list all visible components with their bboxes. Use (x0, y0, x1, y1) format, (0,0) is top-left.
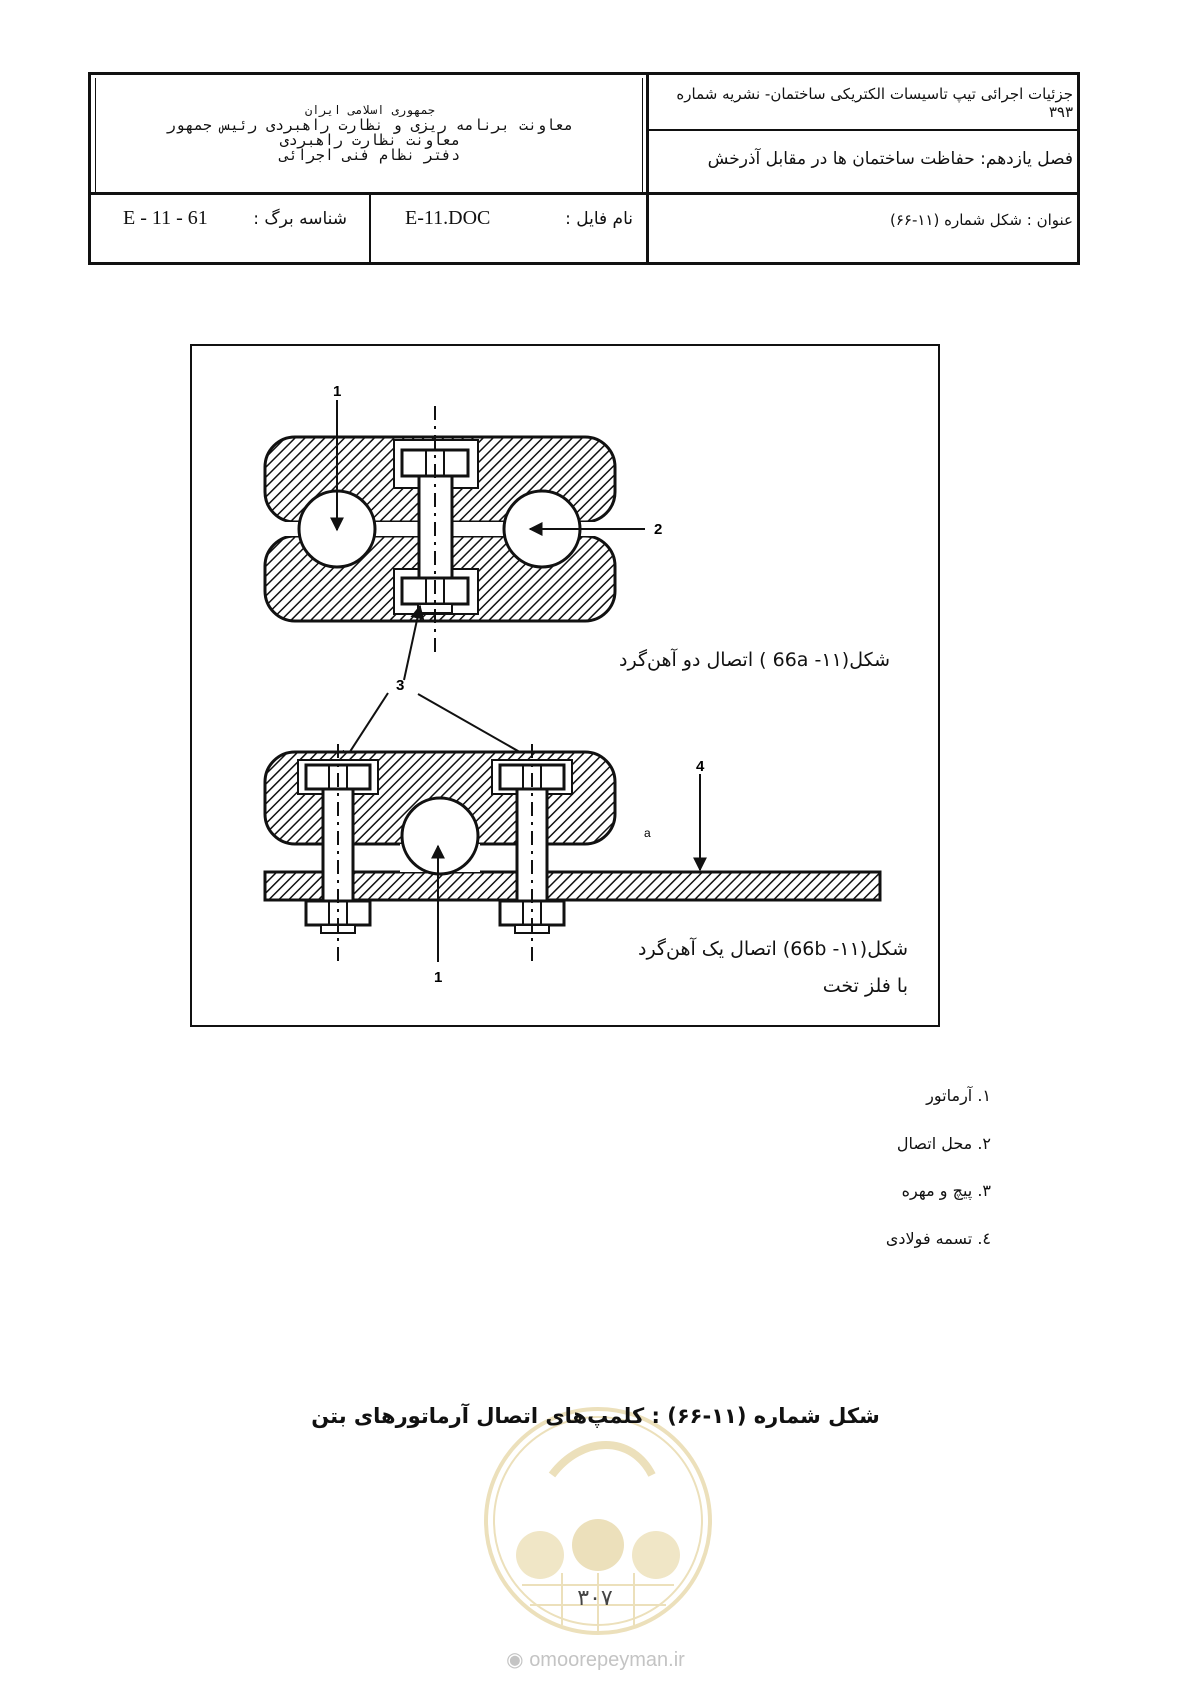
gear-icon (572, 1519, 624, 1571)
watermark (0, 1647, 1191, 1672)
org-line: جمهوری اسلامی ایران (304, 103, 436, 117)
watermark-text: omoorepeyman.ir (529, 1649, 685, 1671)
sheet-id-cell (99, 207, 365, 247)
gear-icon (516, 1531, 564, 1579)
globe-icon: ◉ (506, 1649, 524, 1671)
header-inner-border (642, 78, 643, 192)
legend-item: ۲. محل اتصال (896, 1134, 991, 1153)
header-table (88, 72, 1080, 265)
flat-steel-strip (265, 872, 880, 900)
figure-title (0, 1404, 1191, 1428)
sheet-id-label: شناسه برگ : (253, 209, 347, 229)
callout-label: 1 (333, 383, 342, 400)
figure-title-text: کلمپ‌های اتصال آرماتورهای بتن (311, 1404, 645, 1428)
figure-b-caption-line2: با فلز تخت (822, 975, 908, 997)
point-mark: a (644, 826, 651, 840)
publication-title: جزئیات اجرائی تیپ تاسیسات الکتریکی ساختمان- نشریه شماره ۳۹۳ (676, 85, 1073, 121)
org-line: معاونت نظارت راهبردی (279, 131, 461, 149)
sheet-id-value: E - 11 - 61 (123, 207, 208, 229)
org-line: معاونت برنامه ریزی و نظارت راهبردی رئیس جمهور (166, 116, 574, 134)
organization-block (105, 103, 635, 163)
header-divider (649, 129, 1077, 131)
file-name-cell (375, 207, 641, 247)
legend-item: ۱. آرماتور (926, 1086, 991, 1105)
figure-a-caption: شکل(۱۱- 66a ) اتصال دو آهن‌گرد (619, 649, 890, 671)
callout-label: 4 (696, 758, 705, 775)
clamp-drawing (190, 344, 940, 1027)
legend-item: ٤. تسمه فولادی (885, 1229, 991, 1248)
figure-title-number: شکل شماره (۱۱-۶۶) : (651, 1404, 880, 1428)
legend-item: ۳. پیچ و مهره (901, 1181, 991, 1200)
header-inner-border (95, 78, 96, 192)
sheet-subject: عنوان : شکل شماره (۱۱-۶۶) (889, 211, 1073, 229)
clamp-rod-to-flat (265, 744, 880, 966)
file-name-label: نام فایل : (565, 209, 633, 229)
header-divider (646, 75, 649, 262)
figure-b-caption: شکل(۱۱- 66b) اتصال یک آهن‌گرد (637, 938, 908, 960)
callout-label: 3 (396, 677, 405, 694)
page-number: ۳۰۷ (577, 1586, 613, 1611)
callout-label: 1 (434, 969, 443, 986)
header-divider (369, 195, 371, 262)
header-divider (91, 192, 1077, 195)
clamp-two-rods (263, 400, 645, 654)
chapter-title: فصل یازدهم: حفاظت ساختمان ها در مقابل آذرخش (707, 149, 1073, 169)
gear-icon (632, 1531, 680, 1579)
callout-label: 2 (654, 521, 663, 538)
org-line: دفتر نظام فنی اجرائی (279, 146, 461, 164)
file-name-value: E-11.DOC (405, 207, 491, 229)
